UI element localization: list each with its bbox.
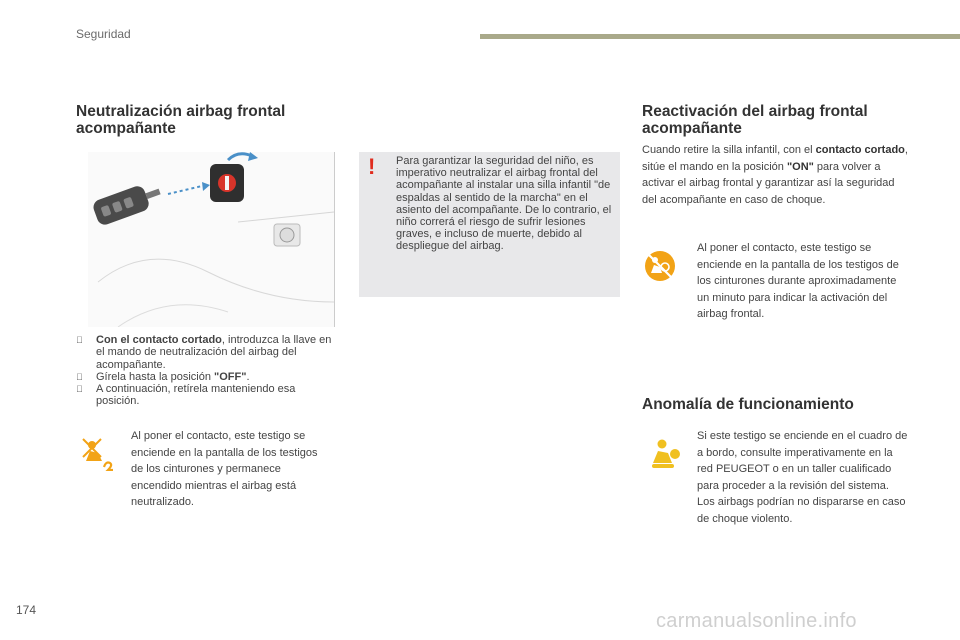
key-switch-icon [88, 152, 334, 327]
fault-title: Anomalía de funcionamiento [642, 396, 854, 413]
reactivation-text: Cuando retire la silla infantil, con el contacto cortado, sitúe el mando en la posición "ON" para volver a activar el airbag frontal y garantizar así la seguridad del acompañante en caso de choque. [642, 144, 908, 206]
list-item [76, 383, 334, 408]
list-item [76, 334, 334, 371]
airbag-fault-icon [649, 437, 683, 471]
warning-text: Para garantizar la seguridad del niño, es imperativo neutralizar el airbag frontal del acompañante al instalar una silla infantil "de espaldas al sentido de la marcha" en el asiento del acompañante. De lo contrario, el niño correrá el riesgo de sufrir lesiones graves, e incluso de muerte, debido al despliegue del airbag. [396, 155, 612, 253]
left-title: Neutralización airbag frontal acompañante [76, 103, 286, 137]
bullet-text: Gírela hasta la posición [96, 370, 215, 383]
bullet-text: A continuación, retírela manteniendo esa posición. [96, 383, 296, 408]
warning-box [359, 152, 620, 297]
airbag-on-icon [643, 249, 677, 283]
instruction-list [76, 334, 334, 408]
airbag-switch-illustration [88, 152, 335, 327]
bullet-text: , introduzca la llave en el mando de neutralización del airbag del acompañante. [96, 334, 332, 371]
telltale-off-text: Al poner el contacto, este testigo se enciende en la pantalla de los testigos de los cinturones y permanece encendido mientras el airbag está neutralizado. [131, 430, 318, 508]
bullet-marker [76, 334, 96, 371]
bullet-marker [76, 383, 96, 408]
telltale-on-text: Al poner el contacto, este testigo se enciende en la pantalla de los testigos de los cinturones durante aproximadamente un minuto para indicar la activación del airbag frontal. [697, 242, 899, 320]
bullet-bold: "OFF" [214, 370, 247, 383]
right-title: Reactivación del airbag frontal acompañante [642, 103, 868, 137]
bullet-bold: Con el contacto cortado [96, 334, 222, 346]
airbag-off-icon [80, 437, 114, 471]
bold-text: "ON" [786, 160, 814, 173]
page-number: 174 [16, 603, 37, 617]
bullet-marker [76, 371, 96, 383]
header-rule [480, 34, 960, 39]
bullet-text: . [246, 370, 250, 383]
fault-text: Si este testigo se enciende en el cuadro de a bordo, consulte imperativamente en la red PEUGEOT o en un taller cualificado para proceder a la revisión del sistema. Los airbags podrían no dispararse en caso de choque violento. [697, 430, 908, 525]
bold-text: contacto cortado [815, 144, 905, 156]
watermark: carmanualsonline.info [656, 610, 857, 632]
section-label: Seguridad [76, 27, 131, 41]
list-item [76, 371, 334, 383]
exclamation-icon: ! [368, 154, 376, 179]
